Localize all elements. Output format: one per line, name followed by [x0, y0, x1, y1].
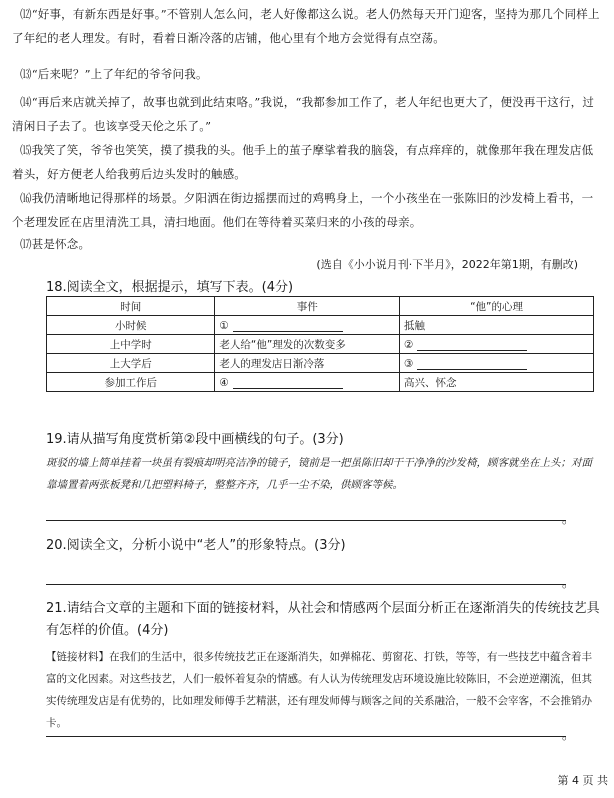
cell-mind: 高兴、怀念	[400, 373, 594, 392]
question-18-table	[46, 296, 594, 392]
blank-marker: ③	[404, 357, 414, 370]
cell-mind	[400, 335, 594, 354]
cell-event	[215, 316, 400, 335]
question-21-title: 21.请结合文章的主题和下面的链接材料，从社会和情感两个层面分析正在逐渐消失的传统技艺具有怎样的价值。(4分)	[46, 601, 600, 638]
answer-blank[interactable]	[417, 357, 527, 370]
answer-blank[interactable]	[233, 376, 343, 389]
paragraph-16: ⒃我仍清晰地记得那样的场景。夕阳洒在街边摇摆而过的鸡鸭身上，一个小孩坐在一张陈旧的沙发椅上看书，一个老理发匠在店里清洗工具，清扫地面。他们在等待着买菜归来的小孩的母亲。	[12, 191, 594, 229]
question-21-material: 【链接材料】在我们的生活中，很多传统技艺正在逐渐消失，如弹棉花、剪窗花、打铁，等等，有一些技艺中蕴含着丰富的文化因素。对这些技艺，人们一般怀着复杂的情感。有人认为传统理发店环境设施比较陈旧，不会逆逆潮流，但其实传统理发店是有优势的，比如理发师傅手艺精湛，还有理发师傅与顾客之间的关系融洽，一般不会宰客，不会推销办卡。	[46, 651, 592, 729]
cell-event	[215, 373, 400, 392]
table-header-row	[47, 297, 594, 316]
line-end-mark: 。	[562, 728, 575, 742]
answer-line[interactable]	[46, 736, 566, 737]
header-mind: “他”的心理	[400, 297, 594, 316]
cell-time: 小时候	[47, 316, 215, 335]
answer-line[interactable]	[46, 584, 566, 585]
table-row	[47, 335, 594, 354]
paragraph-17: ⒄甚是怀念。	[20, 237, 91, 251]
blank-marker: ②	[404, 338, 414, 351]
blank-marker: ①	[219, 319, 229, 332]
cell-event: 老人给“他”理发的次数变多	[215, 335, 400, 354]
cell-mind: 抵触	[400, 316, 594, 335]
header-event: 事件	[215, 297, 400, 316]
cell-time: 上大学后	[47, 354, 215, 373]
question-18-title: 18.阅读全文，根据提示，填写下表。(4分)	[46, 280, 294, 295]
answer-blank[interactable]	[233, 319, 343, 332]
cell-time: 参加工作后	[47, 373, 215, 392]
paragraph-15: ⒂我笑了笑，爷爷也笑笑，摸了摸我的头。他手上的茧子摩挲着我的脑袋，有点痒痒的，就像那年我在理发店低着头，好方便老人给我剪后边头发时的触感。	[12, 143, 594, 181]
paragraph-13: ⒀“后来呢？”上了年纪的爷爷问我。	[20, 67, 208, 81]
table-row	[47, 354, 594, 373]
question-20-title: 20.阅读全文，分析小说中“老人”的形象特点。(3分)	[46, 538, 346, 553]
question-19-title: 19.请从描写角度赏析第②段中画横线的句子。(3分)	[46, 432, 344, 447]
header-time: 时间	[47, 297, 215, 316]
question-19-quote: 斑驳的墙上简单挂着一块虽有裂痕却明亮洁净的镜子，镜前是一把虽陈旧却干干净净的沙发椅，顾客就坐在上头；对面靠墙置着两张板凳和几把塑料椅子，整整齐齐，几乎一尘不染，供顾客等候。	[46, 457, 592, 491]
answer-blank[interactable]	[417, 338, 527, 351]
blank-marker: ④	[219, 376, 229, 389]
line-end-mark: 。	[562, 576, 575, 590]
paragraph-14: ⒁“再后来店就关掉了，故事也就到此结束咯。”我说，“我都参加工作了，老人年纪也更大了，便没再干这行，过清闲日子去了。也该享受天伦之乐了。”	[12, 95, 595, 133]
page-number: 第 4 页 共	[557, 774, 608, 787]
source-citation: (选自《小小说月刊·下半月》，2022年第1期，有删改)	[316, 258, 578, 271]
cell-mind	[400, 354, 594, 373]
paragraph-12: ⑿“好事，有新东西是好事。”不管别人怎么问，老人好像都这么说。老人仍然每天开门迎客，坚持为那几个同样上了年纪的老人理发。有时，看着日渐冷落的店铺，他心里有个地方会觉得有点空荡。	[12, 7, 600, 45]
cell-time: 上中学时	[47, 335, 215, 354]
cell-event: 老人的理发店日渐冷落	[215, 354, 400, 373]
table-row	[47, 373, 594, 392]
table-row	[47, 316, 594, 335]
line-end-mark: 。	[562, 512, 575, 526]
answer-line[interactable]	[46, 520, 566, 521]
